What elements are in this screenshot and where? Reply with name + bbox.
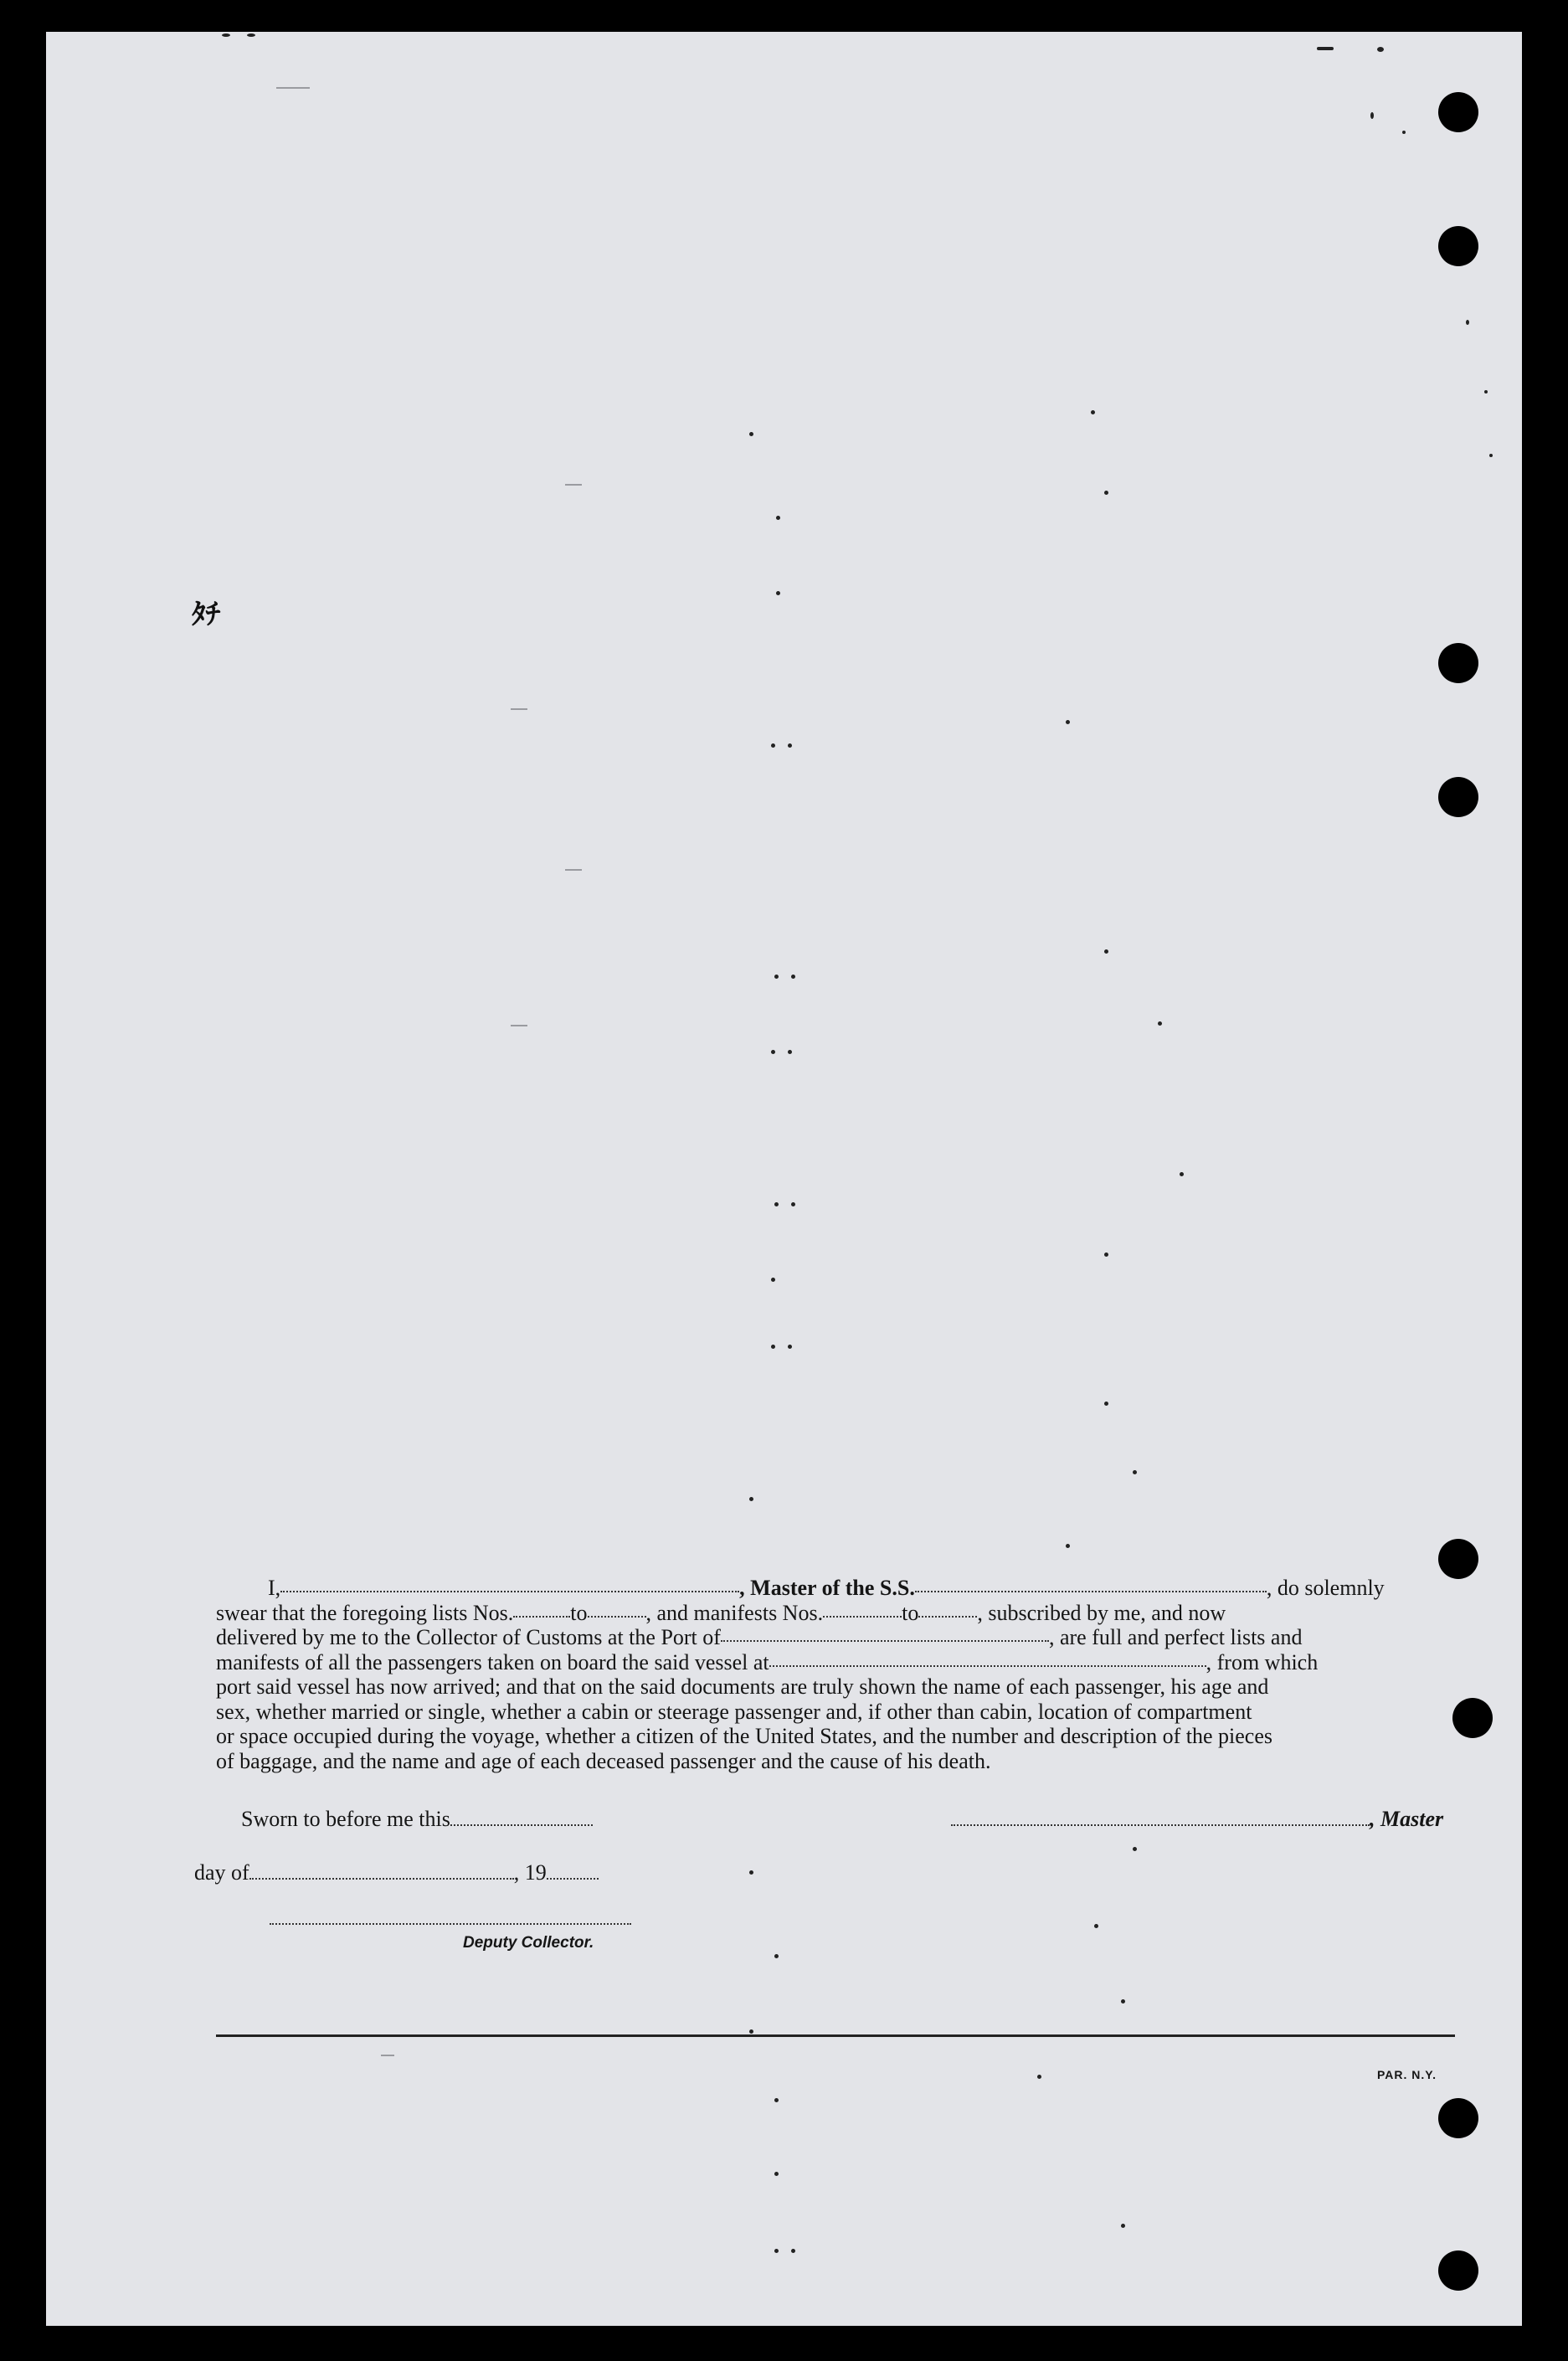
sworn-label: Sworn to before me this [241,1807,450,1831]
oath-line-1 [216,1576,1455,1601]
footer-rule [216,2034,1455,2037]
punch-hole [1438,1539,1478,1579]
punch-hole [1452,1698,1493,1738]
oath-master-label: , Master of the S.S. [739,1576,915,1600]
oath-i: I, [268,1576,281,1600]
vessel-name-field[interactable] [915,1576,1267,1592]
list-to-field[interactable] [588,1601,646,1618]
deputy-signature-line [270,1906,631,1931]
deputy-collector-label: Deputy Collector. [463,1934,594,1952]
punch-hole [1438,2098,1478,2138]
oath-line-6: sex, whether married or single, whether a cabin or steerage passenger and, if other than cabin, location of compartment [216,1699,1252,1724]
printer-mark: PAR. N.Y. [1377,2068,1437,2081]
list-from-field[interactable] [513,1601,570,1618]
oath-solemnly: , do solemnly [1266,1576,1385,1600]
punch-hole [1438,92,1478,132]
manifest-to-field[interactable] [918,1601,977,1618]
oath-text: delivered by me to the Collector of Customs at the Port of [216,1625,721,1649]
manifest-from-field[interactable] [823,1601,902,1618]
oath-line-5: port said vessel has now arrived; and that on the said documents are truly shown the name of each passenger, his age and [216,1674,1269,1699]
port-of-field[interactable] [721,1625,1049,1642]
document-page [46,32,1522,2326]
oath-text: to [570,1600,588,1625]
punch-hole [1438,226,1478,266]
oath-text: , from which [1206,1649,1319,1674]
oath-text: , are full and perfect lists and [1048,1625,1303,1649]
sworn-date-field[interactable] [450,1809,593,1826]
oath-line-3 [216,1625,1455,1650]
master-name-field[interactable] [280,1576,739,1592]
oath-line-2 [216,1601,1455,1626]
oath-text: manifests of all the passengers taken on board the said vessel at [216,1649,769,1674]
oath-line-8: of baggage, and the name and age of each deceased passenger and the cause of his death. [216,1748,991,1773]
year-label: , 19 [513,1860,547,1885]
punch-hole [1438,777,1478,817]
punch-hole [1438,2250,1478,2291]
master-oath [216,1576,1455,1773]
departure-port-field[interactable] [769,1650,1206,1667]
oath-line-4 [216,1650,1455,1675]
margin-mark: ﾀﾁ [192,599,220,630]
oath-text: to [902,1600,919,1625]
oath-text: , and manifests Nos. [645,1600,824,1625]
master-signature-label: , Master [1370,1807,1444,1831]
oath-text: swear that the foregoing lists Nos. [216,1600,514,1625]
master-signature-line [951,1807,1443,1832]
month-field[interactable] [249,1863,514,1880]
master-signature-field[interactable] [951,1809,1370,1826]
oath-line-7: or space occupied during the voyage, whether a citizen of the United States, and the number and description of the pieces [216,1724,1273,1748]
punch-hole [1438,643,1478,683]
sworn-line [241,1807,593,1832]
day-of-label: day of [194,1860,249,1885]
deputy-signature-field[interactable] [270,1908,631,1925]
year-field[interactable] [547,1863,599,1880]
day-of-line [194,1860,599,1885]
oath-text: , subscribed by me, and now [977,1600,1226,1625]
